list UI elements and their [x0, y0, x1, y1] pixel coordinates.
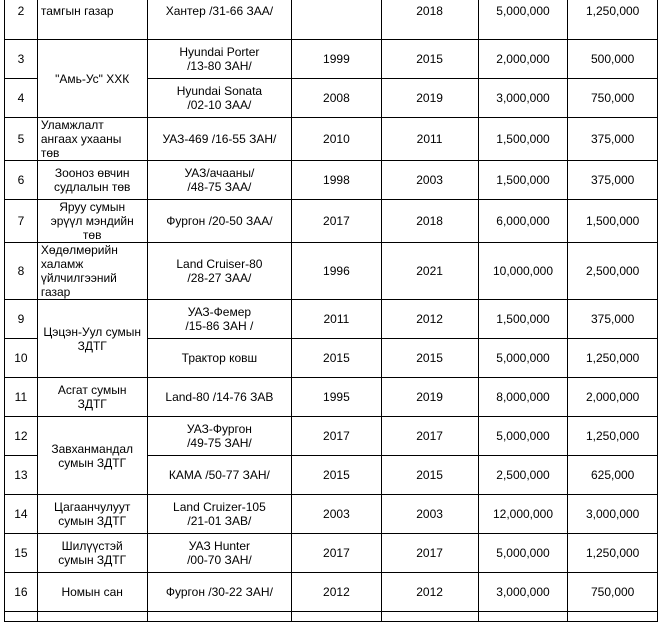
table-row — [5, 40, 658, 79]
usage-year-cell: 2003 — [381, 495, 478, 534]
vehicle-cell: Land-80 /14-76 ЗАВ — [147, 378, 292, 417]
usage-year-cell: 2017 — [381, 534, 478, 573]
table-row — [5, 573, 658, 612]
organization-cell: тамгын газар — [37, 0, 147, 40]
usage-year-cell: 2012 — [381, 573, 478, 612]
empty-cell — [5, 612, 38, 622]
value-cell: 5,000,000 — [478, 534, 568, 573]
table-row — [5, 417, 658, 456]
residual-value-cell: 2,500,000 — [568, 243, 658, 300]
row-number-cell: 12 — [5, 417, 38, 456]
residual-value-cell: 625,000 — [568, 456, 658, 495]
organization-cell: Цэцэн-Уул сумын ЗДТГ — [37, 300, 147, 378]
usage-year-cell: 2012 — [381, 300, 478, 339]
row-number-cell: 8 — [5, 243, 38, 300]
table-row — [5, 243, 658, 300]
organization-cell: Асгат сумын ЗДТГ — [37, 378, 147, 417]
usage-year-cell: 2021 — [381, 243, 478, 300]
organization-cell: Номын сан — [37, 573, 147, 612]
row-number-cell: 14 — [5, 495, 38, 534]
residual-value-cell: 375,000 — [568, 161, 658, 200]
table-row — [5, 200, 658, 243]
vehicle-table — [4, 0, 658, 622]
manufacture-year-cell: 2008 — [292, 79, 381, 118]
organization-cell: Хөдөлмөрийн халамж үйлчилгээний газар — [37, 243, 147, 300]
residual-value-cell: 2,000,000 — [568, 378, 658, 417]
residual-value-cell: 1,250,000 — [568, 534, 658, 573]
organization-cell: Зооноз өвчин судлалын төв — [37, 161, 147, 200]
row-number-cell: 6 — [5, 161, 38, 200]
empty-cell — [381, 612, 478, 622]
row-number-cell: 4 — [5, 79, 38, 118]
value-cell: 1,500,000 — [478, 118, 568, 161]
row-number-cell: 5 — [5, 118, 38, 161]
row-number-cell: 13 — [5, 456, 38, 495]
manufacture-year-cell: 1999 — [292, 40, 381, 79]
value-cell: 5,000,000 — [478, 339, 568, 378]
value-cell: 3,000,000 — [478, 573, 568, 612]
usage-year-cell: 2015 — [381, 40, 478, 79]
usage-year-cell: 2015 — [381, 456, 478, 495]
value-cell: 10,000,000 — [478, 243, 568, 300]
usage-year-cell: 2018 — [381, 0, 478, 40]
value-cell: 3,000,000 — [478, 79, 568, 118]
table-row-partial — [5, 612, 658, 622]
manufacture-year-cell: 2017 — [292, 200, 381, 243]
residual-value-cell: 1,250,000 — [568, 339, 658, 378]
empty-cell — [568, 612, 658, 622]
value-cell: 2,000,000 — [478, 40, 568, 79]
value-cell: 6,000,000 — [478, 200, 568, 243]
residual-value-cell: 750,000 — [568, 79, 658, 118]
vehicle-cell: УАЗ/ачааны/ /48-75 ЗАА/ — [147, 161, 292, 200]
residual-value-cell: 1,250,000 — [568, 417, 658, 456]
vehicle-cell: УАЗ-Фемер /15-86 ЗАН / — [147, 300, 292, 339]
organization-cell: Завханмандал сумын ЗДТГ — [37, 417, 147, 495]
table-row — [5, 300, 658, 339]
value-cell: 5,000,000 — [478, 417, 568, 456]
value-cell: 5,000,000 — [478, 0, 568, 40]
manufacture-year-cell: 2017 — [292, 534, 381, 573]
organization-cell: Шилүүстэй сумын ЗДТГ — [37, 534, 147, 573]
empty-cell — [292, 612, 381, 622]
manufacture-year-cell: 2017 — [292, 417, 381, 456]
row-number-cell: 2 — [5, 0, 38, 40]
residual-value-cell: 3,000,000 — [568, 495, 658, 534]
table-row — [5, 495, 658, 534]
row-number-cell: 9 — [5, 300, 38, 339]
vehicle-cell: Land Cruizer-105 /21-01 ЗАВ/ — [147, 495, 292, 534]
row-number-cell: 3 — [5, 40, 38, 79]
manufacture-year-cell: 2011 — [292, 300, 381, 339]
vehicle-cell: Hyundai Porter /13-80 ЗАН/ — [147, 40, 292, 79]
manufacture-year-cell: 2015 — [292, 456, 381, 495]
manufacture-year-cell: 2015 — [292, 339, 381, 378]
manufacture-year-cell: 2003 — [292, 495, 381, 534]
residual-value-cell: 750,000 — [568, 573, 658, 612]
vehicle-cell: Фургон /20-50 ЗАА/ — [147, 200, 292, 243]
row-number-cell: 11 — [5, 378, 38, 417]
manufacture-year-cell: 2012 — [292, 573, 381, 612]
empty-cell — [37, 612, 147, 622]
row-number-cell: 15 — [5, 534, 38, 573]
usage-year-cell: 2003 — [381, 161, 478, 200]
residual-value-cell: 375,000 — [568, 300, 658, 339]
usage-year-cell: 2015 — [381, 339, 478, 378]
vehicle-cell: Фургон /30-22 ЗАН/ — [147, 573, 292, 612]
manufacture-year-cell: 2010 — [292, 118, 381, 161]
table-row — [5, 0, 658, 40]
organization-cell: Яруу сумын эрүүл мэндийн төв — [37, 200, 147, 243]
table-row — [5, 118, 658, 161]
vehicle-cell: УАЗ Hunter /00-70 ЗАН/ — [147, 534, 292, 573]
empty-cell — [147, 612, 292, 622]
value-cell: 1,500,000 — [478, 161, 568, 200]
row-number-cell: 10 — [5, 339, 38, 378]
usage-year-cell: 2011 — [381, 118, 478, 161]
residual-value-cell: 1,500,000 — [568, 200, 658, 243]
vehicle-cell: УАЗ-Фургон /49-75 ЗАН/ — [147, 417, 292, 456]
usage-year-cell: 2018 — [381, 200, 478, 243]
empty-cell — [478, 612, 568, 622]
manufacture-year-cell: 1996 — [292, 243, 381, 300]
value-cell: 12,000,000 — [478, 495, 568, 534]
manufacture-year-cell — [292, 0, 381, 40]
residual-value-cell: 1,250,000 — [568, 0, 658, 40]
usage-year-cell: 2017 — [381, 417, 478, 456]
value-cell: 1,500,000 — [478, 300, 568, 339]
value-cell: 2,500,000 — [478, 456, 568, 495]
manufacture-year-cell: 1995 — [292, 378, 381, 417]
row-number-cell: 16 — [5, 573, 38, 612]
row-number-cell: 7 — [5, 200, 38, 243]
manufacture-year-cell: 1998 — [292, 161, 381, 200]
vehicle-cell: Hyundai Sonata /02-10 ЗАА/ — [147, 79, 292, 118]
vehicle-cell: Трактор ковш — [147, 339, 292, 378]
organization-cell: "Амь-Ус" ХХК — [37, 40, 147, 118]
residual-value-cell: 500,000 — [568, 40, 658, 79]
vehicle-cell: Land Cruiser-80 /28-27 ЗАА/ — [147, 243, 292, 300]
vehicle-cell: КАМА /50-77 ЗАН/ — [147, 456, 292, 495]
usage-year-cell: 2019 — [381, 79, 478, 118]
vehicle-cell: Хантер /31-66 ЗАА/ — [147, 0, 292, 40]
organization-cell: Цагаанчулуут сумын ЗДТГ — [37, 495, 147, 534]
value-cell: 8,000,000 — [478, 378, 568, 417]
usage-year-cell: 2019 — [381, 378, 478, 417]
residual-value-cell: 375,000 — [568, 118, 658, 161]
organization-cell: Уламжлалт ангаах ухааны төв — [37, 118, 147, 161]
vehicle-cell: УАЗ-469 /16-55 ЗАН/ — [147, 118, 292, 161]
table-row — [5, 378, 658, 417]
table-row — [5, 534, 658, 573]
table-row — [5, 161, 658, 200]
